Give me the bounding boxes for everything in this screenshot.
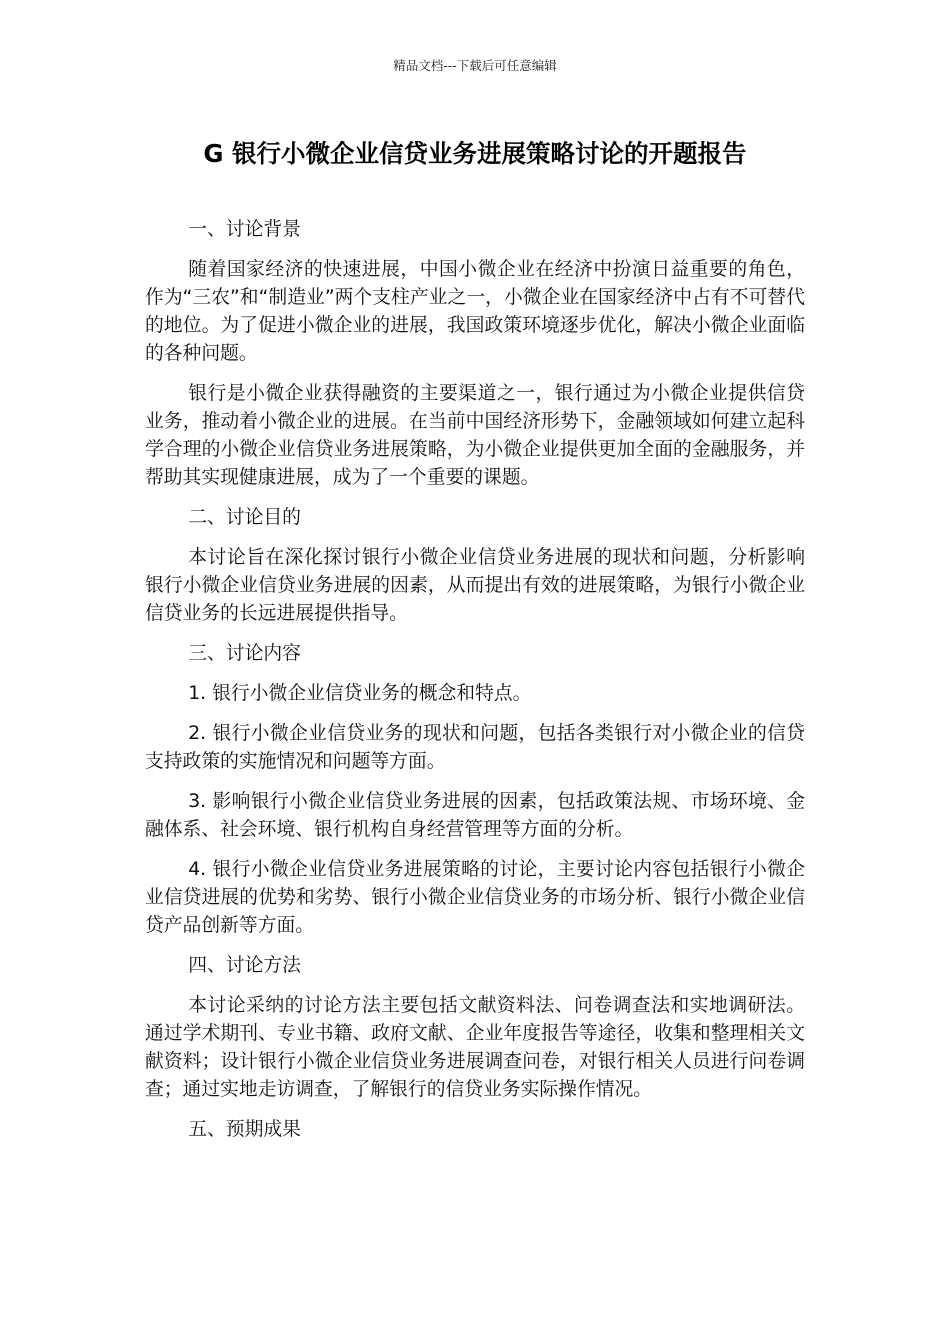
section-heading-method: 四、讨论方法 (188, 955, 301, 976)
section-heading-background: 一、讨论背景 (188, 219, 301, 240)
page-header: 精品文档---下载后可任意编辑 (393, 58, 557, 73)
section-heading-content: 三、讨论内容 (188, 643, 301, 664)
list-item: 2. 银行小微企业信贷业务的现状和问题，包括各类银行对小微企业的信贷支持政策的实施情况和问题等方面。 (145, 723, 805, 772)
list-item: 4. 银行小微企业信贷业务进展策略的讨论，主要讨论内容包括银行小微企业信贷进展的优势和劣势、银行小微企业信贷业务的市场分析、银行小微企业信贷产品创新等方面。 (145, 859, 805, 936)
paragraph: 银行是小微企业获得融资的主要渠道之一，银行通过为小微企业提供信贷业务，推动着小微企业的进展。在当前中国经济形势下，金融领域如何建立起科学合理的小微企业信贷业务进展策略，为小微企业提供更加全面的金融服务，并帮助其实现健康进展，成为了一个重要的课题。 (145, 383, 805, 488)
paragraph: 随着国家经济的快速进展，中国小微企业在经济中扮演日益重要的角色，作为“三农”和“制造业”两个支柱产业之一，小微企业在国家经济中占有不可替代的地位。为了促进小微企业的进展，我国政策环境逐步优化，解决小微企业面临的各种问题。 (145, 259, 805, 364)
document-title: G 银行小微企业信贷业务进展策略讨论的开题报告 (203, 139, 747, 168)
list-item: 3. 影响银行小微企业信贷业务进展的因素，包括政策法规、市场环境、金融体系、社会环境、银行机构自身经营管理等方面的分析。 (145, 791, 805, 840)
section-heading-purpose: 二、讨论目的 (188, 507, 301, 528)
list-item: 1. 银行小微企业信贷业务的概念和特点。 (188, 683, 532, 704)
paragraph: 本讨论采纳的讨论方法主要包括文献资料法、问卷调查法和实地调研法。通过学术期刊、专业书籍、政府文献、企业年度报告等途径，收集和整理相关文献资料；设计银行小微企业信贷业务进展调查问卷，对银行相关人员进行问卷调查；通过实地走访调查，了解银行的信贷业务实际操作情况。 (145, 995, 805, 1100)
document-body (145, 216, 805, 1156)
paragraph: 本讨论旨在深化探讨银行小微企业信贷业务进展的现状和问题，分析影响银行小微企业信贷业务进展的因素，从而提出有效的进展策略，为银行小微企业信贷业务的长远进展提供指导。 (145, 547, 805, 624)
section-heading-expected-results: 五、预期成果 (188, 1119, 301, 1140)
